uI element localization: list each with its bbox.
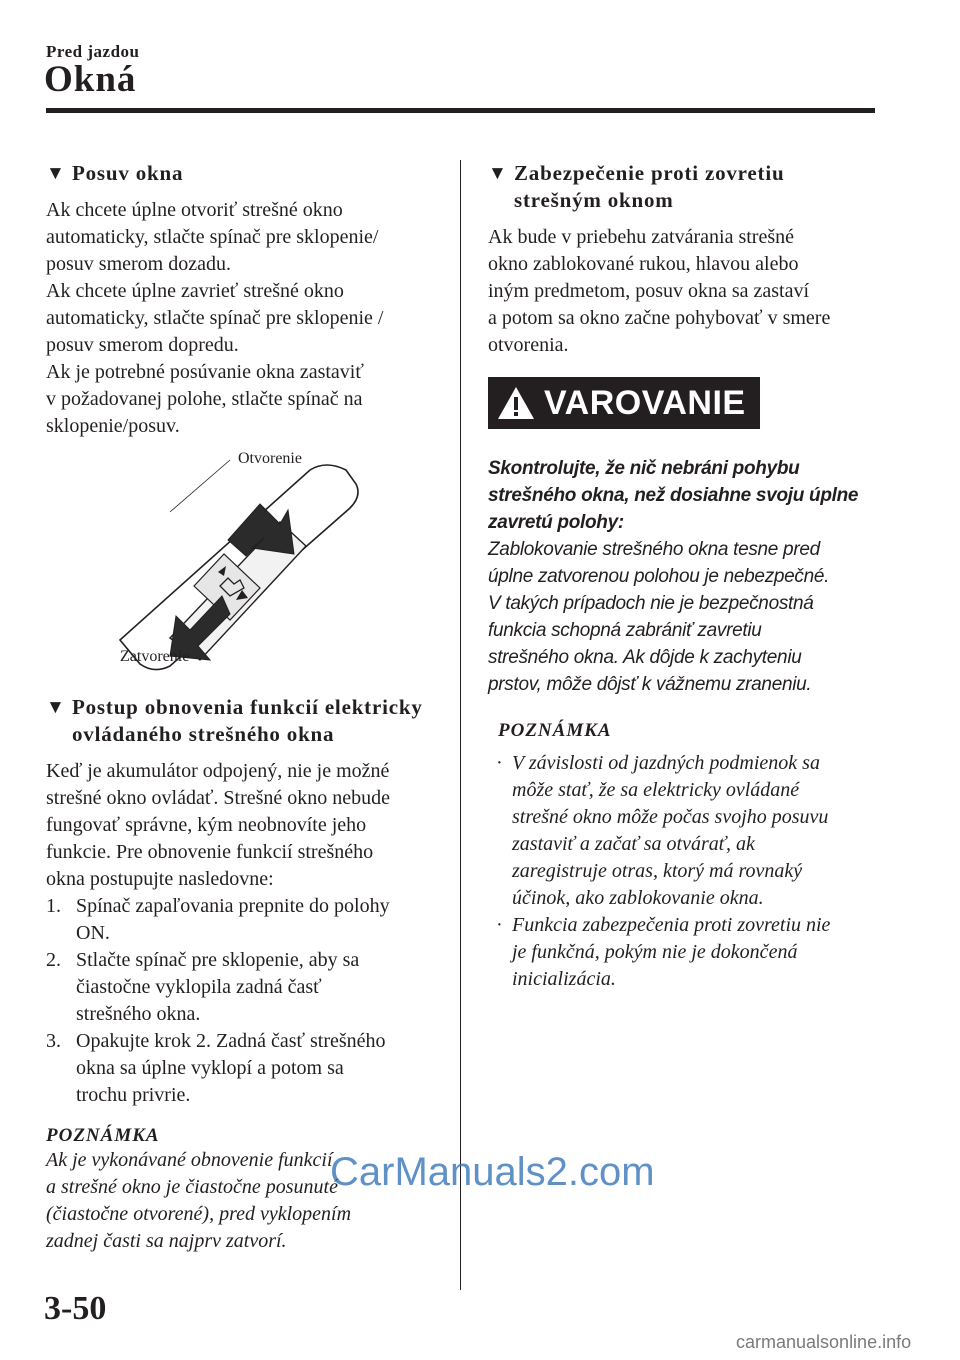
label-close: Zatvorenie: [120, 648, 190, 665]
left-column: [46, 160, 441, 1255]
warning-text: Skontrolujte, že nič nebráni pohybu strešného okna, než dosiahne svoju úplne zavretú polohy: Zablokovanie strešného okna tesne pred úplne zatvorenou polohou je nebezpečné. V takých prípadoch nie je bezpečnostná funkcia schopná zabrániť zavretiu strešného okna. Ak dôjde k zachyteniu prstov, môže dôjsť k vážnemu zraneniu.: [488, 458, 859, 695]
warning-label: VAROVANIE: [544, 383, 746, 422]
note-title: POZNÁMKA: [498, 720, 612, 741]
section-kicker: Pred jazdou: [46, 42, 140, 61]
heading-reset-procedure: ▼ Postup obnovenia funkcií elektricky ovládaného strešného okna: [46, 695, 423, 746]
bullet-dot-icon: ·: [496, 914, 503, 936]
page-number: 3-50: [44, 1290, 107, 1327]
warning-triangle-icon: [496, 385, 536, 421]
list-item: · V závislosti od jazdných podmienok sa môže stať, že sa elektricky ovládané strešné okno môže počas svojho posuvu zastaviť a začať sa otvárať, ak zaregistruje otras, ktorý má rovnaký účinok, ako zablokovanie okna.: [496, 752, 829, 909]
triangle-bullet-icon: ▼: [46, 163, 66, 184]
note-bullets: [488, 750, 883, 993]
page-title: Okná: [44, 59, 137, 100]
warning-banner: [488, 377, 760, 429]
anti-pinch-text: Ak bude v priebehu zatvárania strešné okno zablokované rukou, hlavou alebo iným predmetom, posuv okna sa zastaví a potom sa okno začne pohybovať v smere otvorenia.: [488, 226, 831, 356]
list-item: 2. Stlačte spínač pre sklopenie, aby sa čiastočne vyklopila zadná časť strešného okna.: [46, 949, 360, 1025]
list-item: 1. Spínač zapaľovania prepnite do polohy ON.: [46, 895, 390, 944]
posuv-okna-text: Ak chcete úplne otvoriť strešné okno automaticky, stlačte spínač pre sklopenie/ posuv smerom dozadu. Ak chcete úplne zavrieť strešné okno automaticky, stlačte spínač pre sklopenie / posuv smerom dopredu. Ak je potrebné posúvanie okna zastaviť v požadovanej polohe, stlačte spínač na sklopenie/posuv.: [46, 199, 384, 437]
reset-procedure-text: Keď je akumulátor odpojený, nie je možné strešné okno ovládať. Strešné okno nebude fungovať správne, kým neobnovíte jeho funkcie. Pre obnovenie funkcií strešného okna postupujte nasledovne:: [46, 760, 391, 890]
right-column: [488, 160, 883, 993]
sunroof-switch-figure: [110, 450, 370, 672]
bullet-dot-icon: ·: [496, 752, 503, 774]
watermark-center: CarManuals2.com: [330, 1150, 655, 1194]
triangle-bullet-icon: ▼: [46, 697, 66, 718]
note-title: POZNÁMKA: [46, 1125, 160, 1146]
watermark-corner: carmanualsonline.info: [736, 1332, 912, 1352]
list-item: 3. Opakujte krok 2. Zadná časť strešného okna sa úplne vyklopí a potom sa trochu privrie.: [46, 1030, 386, 1106]
header-rule: [46, 108, 875, 113]
label-open: Otvorenie: [238, 450, 302, 467]
sunroof-switch-illustration: [110, 450, 370, 672]
triangle-bullet-icon: ▼: [488, 163, 508, 184]
heading-posuv-okna: ▼ Posuv okna: [46, 161, 184, 185]
column-divider: [460, 160, 461, 1290]
list-item: · Funkcia zabezpečenia proti zovretiu nie je funkčná, pokým nie je dokončená inicializácia.: [496, 914, 831, 990]
heading-anti-pinch: ▼ Zabezpečenie proti zovretiu strešným oknom: [488, 161, 785, 212]
note-body: Ak je vykonávané obnovenie funkcií a strešné okno je čiastočne posunuté (čiastočne otvorené), pred vyklopením zadnej časti sa najprv zatvorí.: [46, 1149, 352, 1252]
reset-steps-list: [46, 893, 441, 1109]
